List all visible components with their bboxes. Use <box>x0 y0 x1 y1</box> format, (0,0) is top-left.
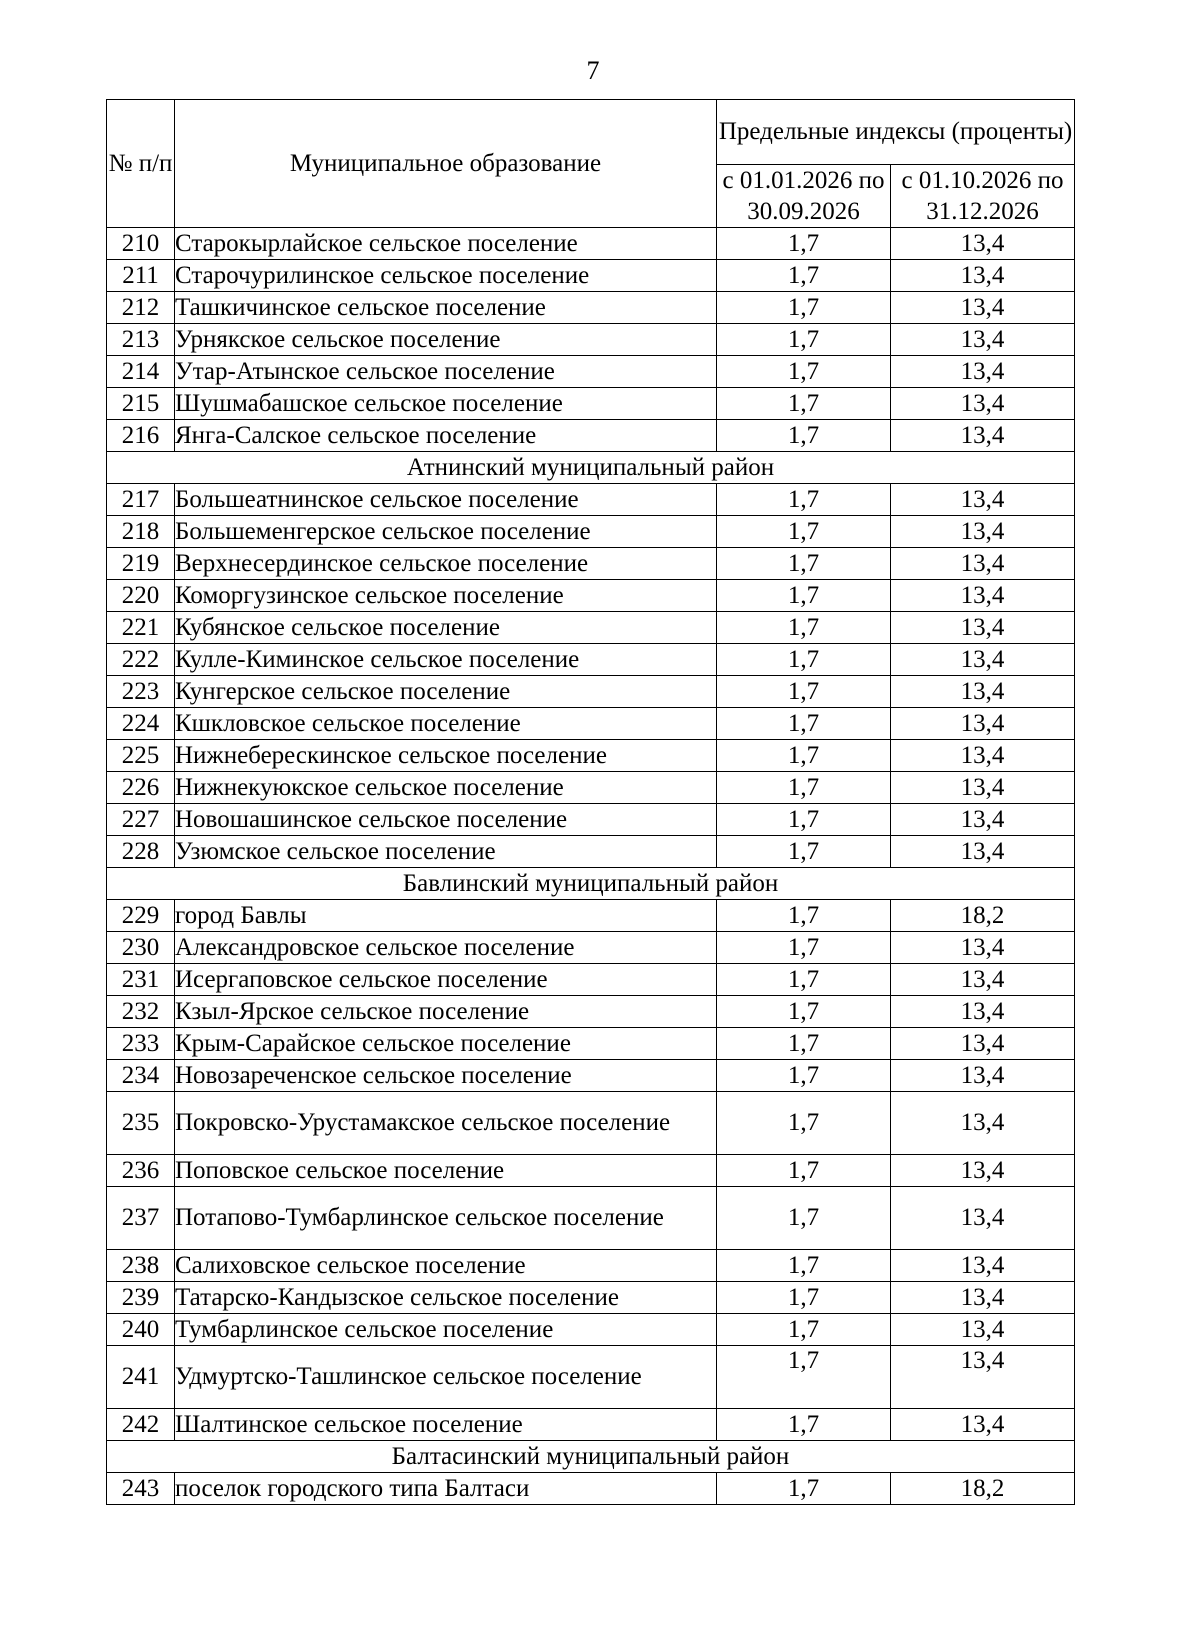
row-number: 242 <box>107 1409 175 1441</box>
index-period-1: 1,7 <box>717 1314 891 1346</box>
index-period-2: 13,4 <box>891 996 1075 1028</box>
page-number: 7 <box>586 56 600 85</box>
index-period-1: 1,7 <box>717 644 891 676</box>
index-period-1: 1,7 <box>717 1028 891 1060</box>
municipality-name: Потапово-Тумбарлинское сельское поселение <box>175 1187 717 1250</box>
row-number: 237 <box>107 1187 175 1250</box>
row-number: 220 <box>107 580 175 612</box>
index-period-1: 1,7 <box>717 260 891 292</box>
table-row <box>107 260 1075 292</box>
table-row <box>107 964 1075 996</box>
index-period-1: 1,7 <box>717 676 891 708</box>
row-number: 213 <box>107 324 175 356</box>
row-number: 210 <box>107 228 175 260</box>
index-period-1: 1,7 <box>717 324 891 356</box>
municipality-name: Верхнесердинское сельское поселение <box>175 548 717 580</box>
row-number: 231 <box>107 964 175 996</box>
municipality-name: Александровское сельское поселение <box>175 932 717 964</box>
index-period-1: 1,7 <box>717 900 891 932</box>
row-number: 234 <box>107 1060 175 1092</box>
index-period-1: 1,7 <box>717 1346 891 1409</box>
municipality-name: Коморгузинское сельское поселение <box>175 580 717 612</box>
table-row <box>107 420 1075 452</box>
index-period-1: 1,7 <box>717 964 891 996</box>
table-row <box>107 1060 1075 1092</box>
municipality-name: Большеменгерское сельское поселение <box>175 516 717 548</box>
table-row <box>107 644 1075 676</box>
index-period-2: 13,4 <box>891 388 1075 420</box>
header-municipality: Муниципальное образование <box>175 100 717 228</box>
row-number: 228 <box>107 836 175 868</box>
row-number: 219 <box>107 548 175 580</box>
index-period-2: 13,4 <box>891 1187 1075 1250</box>
index-period-2: 13,4 <box>891 420 1075 452</box>
municipality-name: Кшкловское сельское поселение <box>175 708 717 740</box>
municipality-name: Кулле-Киминское сельское поселение <box>175 644 717 676</box>
row-number: 216 <box>107 420 175 452</box>
table-row <box>107 804 1075 836</box>
municipality-name: Урнякское сельское поселение <box>175 324 717 356</box>
index-period-2: 13,4 <box>891 612 1075 644</box>
row-number: 221 <box>107 612 175 644</box>
index-period-1: 1,7 <box>717 996 891 1028</box>
table-row <box>107 900 1075 932</box>
row-number: 224 <box>107 708 175 740</box>
index-period-2: 13,4 <box>891 484 1075 516</box>
district-header-row <box>107 1441 1075 1473</box>
index-period-1: 1,7 <box>717 836 891 868</box>
row-number: 236 <box>107 1155 175 1187</box>
index-period-1: 1,7 <box>717 1092 891 1155</box>
table-row <box>107 676 1075 708</box>
table-row <box>107 1028 1075 1060</box>
municipality-name: Нижнекуюкское сельское поселение <box>175 772 717 804</box>
table-row <box>107 1187 1075 1250</box>
municipality-name: Татарско-Кандызское сельское поселение <box>175 1282 717 1314</box>
municipality-name: Крым-Сарайское сельское поселение <box>175 1028 717 1060</box>
row-number: 243 <box>107 1473 175 1505</box>
row-number: 222 <box>107 644 175 676</box>
table-row <box>107 740 1075 772</box>
index-period-1: 1,7 <box>717 580 891 612</box>
index-period-2: 13,4 <box>891 772 1075 804</box>
row-number: 218 <box>107 516 175 548</box>
index-period-1: 1,7 <box>717 420 891 452</box>
header-limit-indices: Предельные индексы (проценты) <box>717 100 1075 165</box>
index-period-1: 1,7 <box>717 484 891 516</box>
municipality-name: Большеатнинское сельское поселение <box>175 484 717 516</box>
index-period-2: 13,4 <box>891 356 1075 388</box>
table-body <box>107 228 1075 1505</box>
indices-table <box>106 99 1075 1505</box>
index-period-1: 1,7 <box>717 1473 891 1505</box>
table-row <box>107 388 1075 420</box>
row-number: 235 <box>107 1092 175 1155</box>
table-row <box>107 708 1075 740</box>
municipality-name: Поповское сельское поселение <box>175 1155 717 1187</box>
index-period-2: 13,4 <box>891 932 1075 964</box>
row-number: 211 <box>107 260 175 292</box>
index-period-1: 1,7 <box>717 804 891 836</box>
row-number: 227 <box>107 804 175 836</box>
municipality-name: Исергаповское сельское поселение <box>175 964 717 996</box>
municipality-name: Кубянское сельское поселение <box>175 612 717 644</box>
index-period-2: 13,4 <box>891 676 1075 708</box>
table-row <box>107 1314 1075 1346</box>
municipality-name: Старочурилинское сельское поселение <box>175 260 717 292</box>
index-period-2: 13,4 <box>891 580 1075 612</box>
index-period-1: 1,7 <box>717 516 891 548</box>
index-period-2: 13,4 <box>891 1060 1075 1092</box>
index-period-2: 13,4 <box>891 1155 1075 1187</box>
table-row <box>107 228 1075 260</box>
index-period-1: 1,7 <box>717 932 891 964</box>
table-row <box>107 1409 1075 1441</box>
municipality-name: Тумбарлинское сельское поселение <box>175 1314 717 1346</box>
header-number: № п/п <box>107 100 175 228</box>
index-period-1: 1,7 <box>717 1409 891 1441</box>
row-number: 223 <box>107 676 175 708</box>
district-name: Атнинский муниципальный район <box>107 452 1075 484</box>
row-number: 239 <box>107 1282 175 1314</box>
table-row <box>107 484 1075 516</box>
table-row <box>107 612 1075 644</box>
municipality-name: Новозареченское сельское поселение <box>175 1060 717 1092</box>
municipality-name: Шушмабашское сельское поселение <box>175 388 717 420</box>
index-period-1: 1,7 <box>717 292 891 324</box>
district-name: Бавлинский муниципальный район <box>107 868 1075 900</box>
municipality-name: Новошашинское сельское поселение <box>175 804 717 836</box>
index-period-2: 13,4 <box>891 516 1075 548</box>
row-number: 225 <box>107 740 175 772</box>
row-number: 230 <box>107 932 175 964</box>
table-row <box>107 580 1075 612</box>
index-period-2: 13,4 <box>891 1028 1075 1060</box>
municipality-name: поселок городского типа Балтаси <box>175 1473 717 1505</box>
row-number: 232 <box>107 996 175 1028</box>
municipality-name: Ташкичинское сельское поселение <box>175 292 717 324</box>
row-number: 212 <box>107 292 175 324</box>
municipality-name: Утар-Атынское сельское поселение <box>175 356 717 388</box>
municipality-name: город Бавлы <box>175 900 717 932</box>
index-period-2: 13,4 <box>891 1346 1075 1409</box>
index-period-2: 13,4 <box>891 740 1075 772</box>
index-period-1: 1,7 <box>717 1282 891 1314</box>
table-row <box>107 1346 1075 1409</box>
index-period-1: 1,7 <box>717 612 891 644</box>
table-row <box>107 1155 1075 1187</box>
row-number: 233 <box>107 1028 175 1060</box>
index-period-2: 13,4 <box>891 292 1075 324</box>
index-period-2: 13,4 <box>891 644 1075 676</box>
index-period-2: 13,4 <box>891 1092 1075 1155</box>
index-period-2: 13,4 <box>891 708 1075 740</box>
index-period-1: 1,7 <box>717 228 891 260</box>
table-row <box>107 772 1075 804</box>
index-period-2: 13,4 <box>891 1409 1075 1441</box>
index-period-2: 13,4 <box>891 548 1075 580</box>
row-number: 229 <box>107 900 175 932</box>
municipality-name: Кзыл-Ярское сельское поселение <box>175 996 717 1028</box>
index-period-2: 13,4 <box>891 1250 1075 1282</box>
table-row <box>107 996 1075 1028</box>
index-period-1: 1,7 <box>717 772 891 804</box>
header-period-1: с 01.01.2026 по 30.09.2026 <box>717 165 891 228</box>
table-row <box>107 548 1075 580</box>
index-period-1: 1,7 <box>717 740 891 772</box>
index-period-2: 13,4 <box>891 1282 1075 1314</box>
index-period-1: 1,7 <box>717 356 891 388</box>
table-row <box>107 932 1075 964</box>
index-period-1: 1,7 <box>717 1187 891 1250</box>
municipality-name: Удмуртско-Ташлинское сельское поселение <box>175 1346 717 1409</box>
district-header-row <box>107 452 1075 484</box>
table-row <box>107 1250 1075 1282</box>
row-number: 241 <box>107 1346 175 1409</box>
municipality-name: Шалтинское сельское поселение <box>175 1409 717 1441</box>
municipality-name: Кунгерское сельское поселение <box>175 676 717 708</box>
table-row <box>107 836 1075 868</box>
index-period-2: 13,4 <box>891 964 1075 996</box>
municipality-name: Салиховское сельское поселение <box>175 1250 717 1282</box>
index-period-1: 1,7 <box>717 1060 891 1092</box>
row-number: 215 <box>107 388 175 420</box>
row-number: 217 <box>107 484 175 516</box>
index-period-2: 18,2 <box>891 900 1075 932</box>
table-row <box>107 516 1075 548</box>
index-period-2: 13,4 <box>891 804 1075 836</box>
municipality-name: Узюмское сельское поселение <box>175 836 717 868</box>
district-name: Балтасинский муниципальный район <box>107 1441 1075 1473</box>
index-period-1: 1,7 <box>717 1250 891 1282</box>
index-period-2: 13,4 <box>891 228 1075 260</box>
index-period-2: 13,4 <box>891 324 1075 356</box>
index-period-2: 18,2 <box>891 1473 1075 1505</box>
district-header-row <box>107 868 1075 900</box>
table-row <box>107 292 1075 324</box>
row-number: 226 <box>107 772 175 804</box>
table-row <box>107 1282 1075 1314</box>
row-number: 238 <box>107 1250 175 1282</box>
table-row <box>107 1473 1075 1505</box>
index-period-2: 13,4 <box>891 260 1075 292</box>
index-period-1: 1,7 <box>717 388 891 420</box>
row-number: 214 <box>107 356 175 388</box>
index-period-1: 1,7 <box>717 1155 891 1187</box>
index-period-2: 13,4 <box>891 1314 1075 1346</box>
table-row <box>107 1092 1075 1155</box>
municipality-name: Нижнеберескинское сельское поселение <box>175 740 717 772</box>
index-period-1: 1,7 <box>717 708 891 740</box>
municipality-name: Старокырлайское сельское поселение <box>175 228 717 260</box>
index-period-1: 1,7 <box>717 548 891 580</box>
header-period-2: с 01.10.2026 по 31.12.2026 <box>891 165 1075 228</box>
municipality-name: Янга-Салское сельское поселение <box>175 420 717 452</box>
table-row <box>107 356 1075 388</box>
row-number: 240 <box>107 1314 175 1346</box>
table-row <box>107 324 1075 356</box>
index-period-2: 13,4 <box>891 836 1075 868</box>
municipality-name: Покровско-Урустамакское сельское поселение <box>175 1092 717 1155</box>
